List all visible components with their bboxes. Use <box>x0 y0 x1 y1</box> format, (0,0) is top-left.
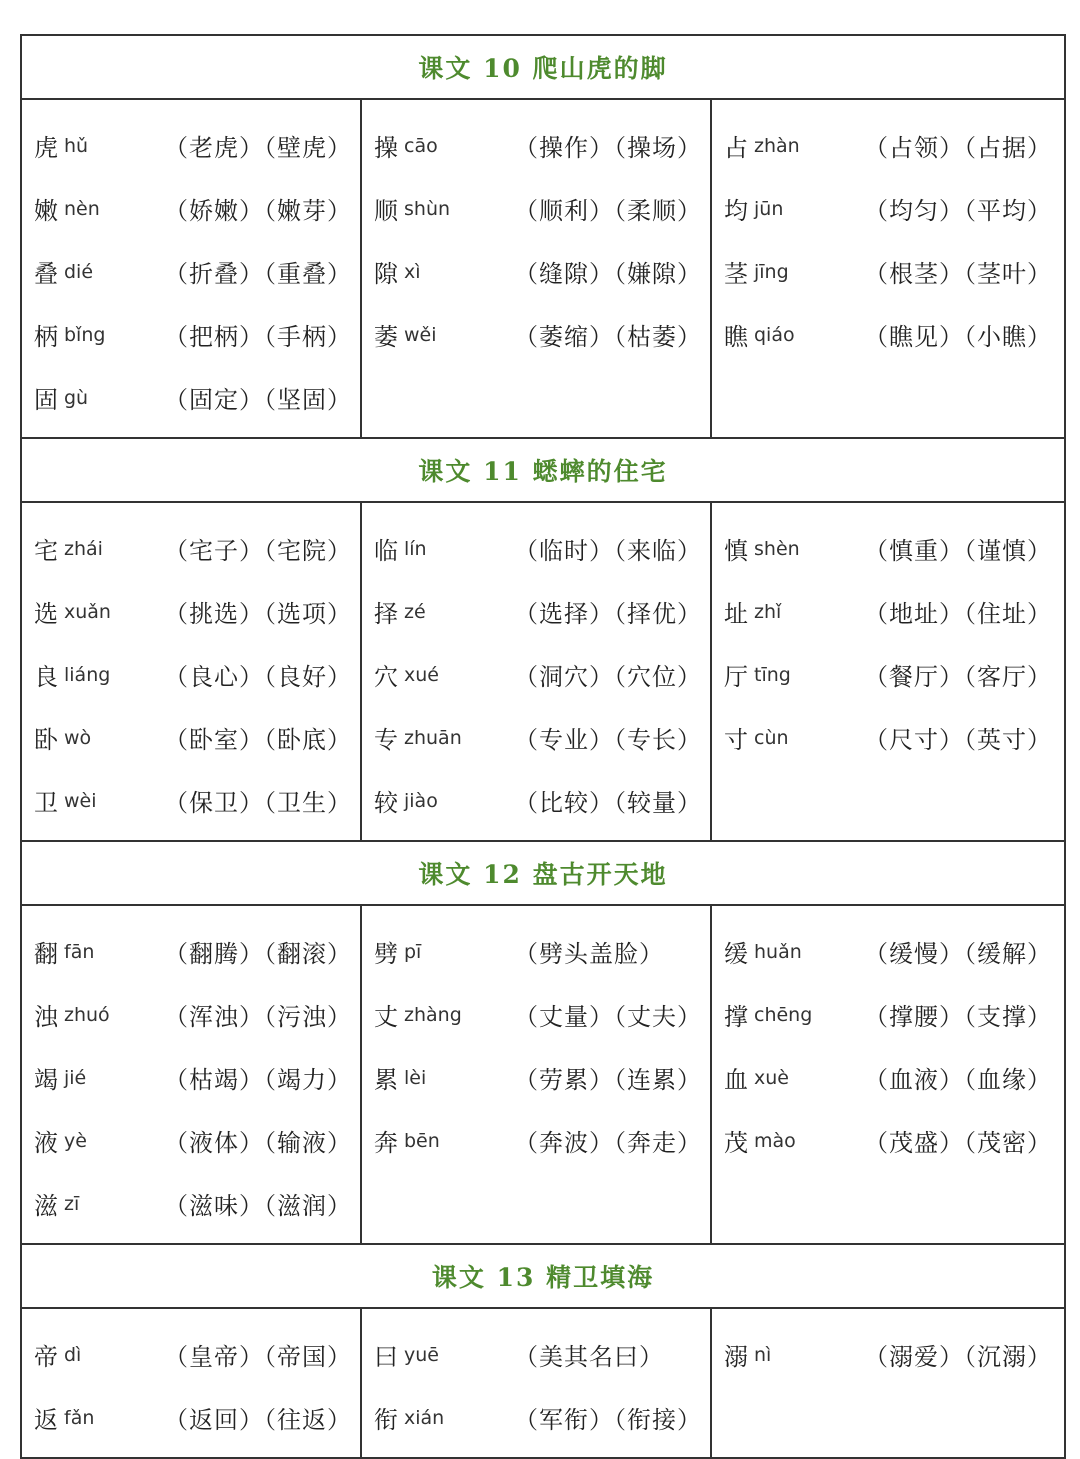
vocab-character: 累 <box>374 1066 398 1094</box>
vocab-entry <box>712 643 1064 706</box>
vocab-character: 卫 <box>34 789 58 817</box>
vocab-pinyin: xián <box>404 1406 445 1429</box>
vocab-pinyin: zhuān <box>404 726 462 749</box>
vocab-pinyin: nì <box>754 1343 772 1366</box>
vocab-entry <box>712 920 1064 983</box>
vocab-words: （缝隙）（嫌隙） <box>514 260 702 288</box>
vocab-entry <box>362 114 710 177</box>
vocab-character: 均 <box>724 197 748 225</box>
vocab-words: （茂盛）（茂密） <box>864 1129 1052 1157</box>
vocab-entry <box>362 769 710 832</box>
vocab-words: （顺利）（柔顺） <box>514 197 702 225</box>
word-column <box>360 100 710 437</box>
word-column <box>360 906 710 1243</box>
vocab-pinyin: huǎn <box>754 940 802 963</box>
vocab-words: （浑浊）（污浊） <box>164 1003 352 1031</box>
vocab-entry <box>22 643 360 706</box>
vocab-entry <box>362 983 710 1046</box>
vocab-words: （枯竭）（竭力） <box>164 1066 352 1094</box>
lesson-body <box>22 100 1064 439</box>
word-column <box>710 906 1064 1243</box>
vocab-pinyin: shèn <box>754 537 800 560</box>
vocab-entry <box>362 1323 710 1386</box>
vocab-character: 劈 <box>374 940 398 968</box>
vocab-words: （尺寸）（英寸） <box>864 726 1052 754</box>
vocab-pinyin: hǔ <box>64 134 89 157</box>
vocab-pinyin: wèi <box>64 789 97 812</box>
vocab-words: （瞧见）（小瞧） <box>864 323 1052 351</box>
vocab-entry <box>362 643 710 706</box>
vocab-words: （撑腰）（支撑） <box>864 1003 1052 1031</box>
lesson-body <box>22 1309 1064 1457</box>
vocab-entry <box>362 240 710 303</box>
vocab-words: （劈头盖脸） <box>514 940 664 968</box>
vocab-words: （固定）（坚固） <box>164 386 352 414</box>
vocab-words: （折叠）（重叠） <box>164 260 352 288</box>
vocab-entry <box>22 1046 360 1109</box>
lesson-title: 课文 11 蟋蟀的住宅 <box>22 439 1064 503</box>
vocab-words: （美其名曰） <box>514 1343 664 1371</box>
vocab-entry <box>362 706 710 769</box>
vocab-character: 厅 <box>724 663 748 691</box>
vocab-character: 滋 <box>34 1192 58 1220</box>
vocab-words: （专业）（专长） <box>514 726 702 754</box>
vocab-pinyin: wò <box>64 726 92 749</box>
vocab-pinyin: xuè <box>754 1066 789 1089</box>
vocab-words: （血液）（血缘） <box>864 1066 1052 1094</box>
vocab-entry <box>712 240 1064 303</box>
vocab-words: （滋味）（滋润） <box>164 1192 352 1220</box>
vocab-entry <box>362 517 710 580</box>
vocab-pinyin: yuē <box>404 1343 439 1366</box>
vocab-entry <box>712 706 1064 769</box>
vocab-character: 穴 <box>374 663 398 691</box>
vocab-character: 帝 <box>34 1343 58 1371</box>
vocab-entry <box>362 303 710 366</box>
word-column <box>710 503 1064 840</box>
word-column <box>360 1309 710 1457</box>
vocab-pinyin: fān <box>64 940 95 963</box>
vocab-character: 寸 <box>724 726 748 754</box>
vocab-character: 浊 <box>34 1003 58 1031</box>
word-column <box>22 503 360 840</box>
vocab-pinyin: zī <box>64 1192 80 1215</box>
lesson-body <box>22 906 1064 1245</box>
vocab-character: 址 <box>724 600 748 628</box>
lesson-title: 课文 10 爬山虎的脚 <box>22 36 1064 100</box>
vocab-entry <box>712 303 1064 366</box>
vocab-pinyin: shùn <box>404 197 451 220</box>
vocab-character: 择 <box>374 600 398 628</box>
vocab-words: （比较）（较量） <box>514 789 702 817</box>
vocab-character: 奔 <box>374 1129 398 1157</box>
vocab-character: 萎 <box>374 323 398 351</box>
vocab-words: （返回）（往返） <box>164 1406 352 1434</box>
vocab-pinyin: xué <box>404 663 439 686</box>
vocab-pinyin: wěi <box>404 323 437 346</box>
word-column <box>22 100 360 437</box>
vocab-words: （军衔）（衔接） <box>514 1406 702 1434</box>
vocab-pinyin: qiáo <box>754 323 795 346</box>
lesson-title: 课文 13 精卫填海 <box>22 1245 1064 1309</box>
vocab-pinyin: zhái <box>64 537 103 560</box>
vocab-character: 竭 <box>34 1066 58 1094</box>
vocab-entry <box>22 769 360 832</box>
vocab-words: （占领）（占据） <box>864 134 1052 162</box>
vocab-entry <box>362 177 710 240</box>
vocab-pinyin: zhàng <box>404 1003 462 1026</box>
vocab-entry <box>22 303 360 366</box>
vocab-character: 茂 <box>724 1129 748 1157</box>
vocab-character: 操 <box>374 134 398 162</box>
vocab-words: （慎重）（谨慎） <box>864 537 1052 565</box>
vocab-words: （卧室）（卧底） <box>164 726 352 754</box>
vocab-pinyin: fǎn <box>64 1406 95 1429</box>
vocab-entry <box>712 983 1064 1046</box>
vocab-pinyin: zé <box>404 600 426 623</box>
vocab-entry <box>362 1046 710 1109</box>
vocab-character: 柄 <box>34 323 58 351</box>
vocab-words: （缓慢）（缓解） <box>864 940 1052 968</box>
vocab-pinyin: jīng <box>754 260 789 283</box>
vocab-entry <box>362 1386 710 1449</box>
vocab-words: （良心）（良好） <box>164 663 352 691</box>
vocab-pinyin: lín <box>404 537 427 560</box>
vocab-character: 丈 <box>374 1003 398 1031</box>
vocab-character: 顺 <box>374 197 398 225</box>
vocab-pinyin: dì <box>64 1343 82 1366</box>
vocab-words: （洞穴）（穴位） <box>514 663 702 691</box>
vocab-character: 瞧 <box>724 323 748 351</box>
vocab-entry <box>22 920 360 983</box>
vocab-words: （地址）（住址） <box>864 600 1052 628</box>
lesson-title: 课文 12 盘古开天地 <box>22 842 1064 906</box>
vocab-character: 隙 <box>374 260 398 288</box>
vocab-words: （液体）（输液） <box>164 1129 352 1157</box>
vocab-words: （均匀）（平均） <box>864 197 1052 225</box>
vocab-pinyin: nèn <box>64 197 100 220</box>
vocab-pinyin: zhàn <box>754 134 800 157</box>
vocab-pinyin: jiào <box>404 789 438 812</box>
vocab-character: 良 <box>34 663 58 691</box>
vocab-words: （老虎）（壁虎） <box>164 134 352 162</box>
vocab-words: （保卫）（卫生） <box>164 789 352 817</box>
vocab-entry <box>22 983 360 1046</box>
vocab-character: 虎 <box>34 134 58 162</box>
vocab-character: 嫩 <box>34 197 58 225</box>
vocab-entry <box>712 1046 1064 1109</box>
word-column <box>360 503 710 840</box>
vocab-entry <box>22 240 360 303</box>
vocab-character: 专 <box>374 726 398 754</box>
vocab-entry <box>712 1109 1064 1172</box>
vocab-character: 溺 <box>724 1343 748 1371</box>
vocab-character: 选 <box>34 600 58 628</box>
vocab-pinyin: dié <box>64 260 94 283</box>
word-column <box>22 1309 360 1457</box>
vocab-pinyin: bǐng <box>64 323 106 346</box>
vocab-pinyin: tīng <box>754 663 791 686</box>
vocab-entry <box>712 517 1064 580</box>
lesson-body <box>22 503 1064 842</box>
vocab-entry <box>22 580 360 643</box>
vocab-character: 翻 <box>34 940 58 968</box>
vocab-pinyin: jūn <box>754 197 784 220</box>
vocab-character: 叠 <box>34 260 58 288</box>
vocab-character: 占 <box>724 134 748 162</box>
vocab-entry <box>22 1386 360 1449</box>
vocab-character: 慎 <box>724 537 748 565</box>
vocab-entry <box>362 920 710 983</box>
vocab-entry <box>712 177 1064 240</box>
vocab-words: （翻腾）（翻滚） <box>164 940 352 968</box>
vocab-entry <box>362 580 710 643</box>
vocab-entry <box>362 1109 710 1172</box>
vocab-entry <box>22 1172 360 1235</box>
vocab-character: 固 <box>34 386 58 414</box>
vocab-entry <box>22 1109 360 1172</box>
vocab-words: （操作）（操场） <box>514 134 702 162</box>
vocab-pinyin: xì <box>404 260 421 283</box>
vocab-character: 血 <box>724 1066 748 1094</box>
vocab-words: （丈量）（丈夫） <box>514 1003 702 1031</box>
vocab-words: （选择）（择优） <box>514 600 702 628</box>
vocab-pinyin: bēn <box>404 1129 440 1152</box>
vocab-entry <box>22 706 360 769</box>
vocab-words: （溺爱）（沉溺） <box>864 1343 1052 1371</box>
vocab-pinyin: lèi <box>404 1066 427 1089</box>
vocab-words: （根茎）（茎叶） <box>864 260 1052 288</box>
vocab-pinyin: xuǎn <box>64 600 111 623</box>
vocab-pinyin: chēng <box>754 1003 813 1026</box>
vocab-pinyin: mào <box>754 1129 796 1152</box>
vocab-entry <box>22 177 360 240</box>
vocab-pinyin: yè <box>64 1129 87 1152</box>
vocab-entry <box>712 114 1064 177</box>
vocab-words: （娇嫩）（嫩芽） <box>164 197 352 225</box>
vocab-words: （宅子）（宅院） <box>164 537 352 565</box>
word-column <box>22 906 360 1243</box>
vocab-entry <box>712 580 1064 643</box>
vocab-character: 缓 <box>724 940 748 968</box>
vocab-words: （萎缩）（枯萎） <box>514 323 702 351</box>
vocab-words: （皇帝）（帝国） <box>164 1343 352 1371</box>
vocab-character: 衔 <box>374 1406 398 1434</box>
vocab-entry <box>22 517 360 580</box>
vocab-words: （挑选）（选项） <box>164 600 352 628</box>
vocab-pinyin: gù <box>64 386 89 409</box>
vocab-words: （临时）（来临） <box>514 537 702 565</box>
vocab-pinyin: liáng <box>64 663 111 686</box>
vocab-character: 宅 <box>34 537 58 565</box>
vocab-entry <box>712 1323 1064 1386</box>
vocab-character: 较 <box>374 789 398 817</box>
vocab-words: （把柄）（手柄） <box>164 323 352 351</box>
vocab-entry <box>22 1323 360 1386</box>
vocab-pinyin: cùn <box>754 726 789 749</box>
vocabulary-table <box>20 34 1066 1459</box>
vocab-character: 茎 <box>724 260 748 288</box>
vocab-character: 液 <box>34 1129 58 1157</box>
vocab-character: 临 <box>374 537 398 565</box>
vocab-character: 卧 <box>34 726 58 754</box>
vocab-character: 返 <box>34 1406 58 1434</box>
vocab-words: （餐厅）（客厅） <box>864 663 1052 691</box>
word-column <box>710 100 1064 437</box>
vocab-pinyin: zhuó <box>64 1003 110 1026</box>
vocab-words: （奔波）（奔走） <box>514 1129 702 1157</box>
vocab-pinyin: zhǐ <box>754 600 782 623</box>
vocab-words: （劳累）（连累） <box>514 1066 702 1094</box>
word-column <box>710 1309 1064 1457</box>
vocab-entry <box>22 114 360 177</box>
vocab-pinyin: cāo <box>404 134 438 157</box>
vocab-pinyin: pī <box>404 940 422 963</box>
vocab-character: 曰 <box>374 1343 398 1371</box>
vocab-entry <box>22 366 360 429</box>
vocab-character: 撑 <box>724 1003 748 1031</box>
vocab-pinyin: jié <box>64 1066 87 1089</box>
